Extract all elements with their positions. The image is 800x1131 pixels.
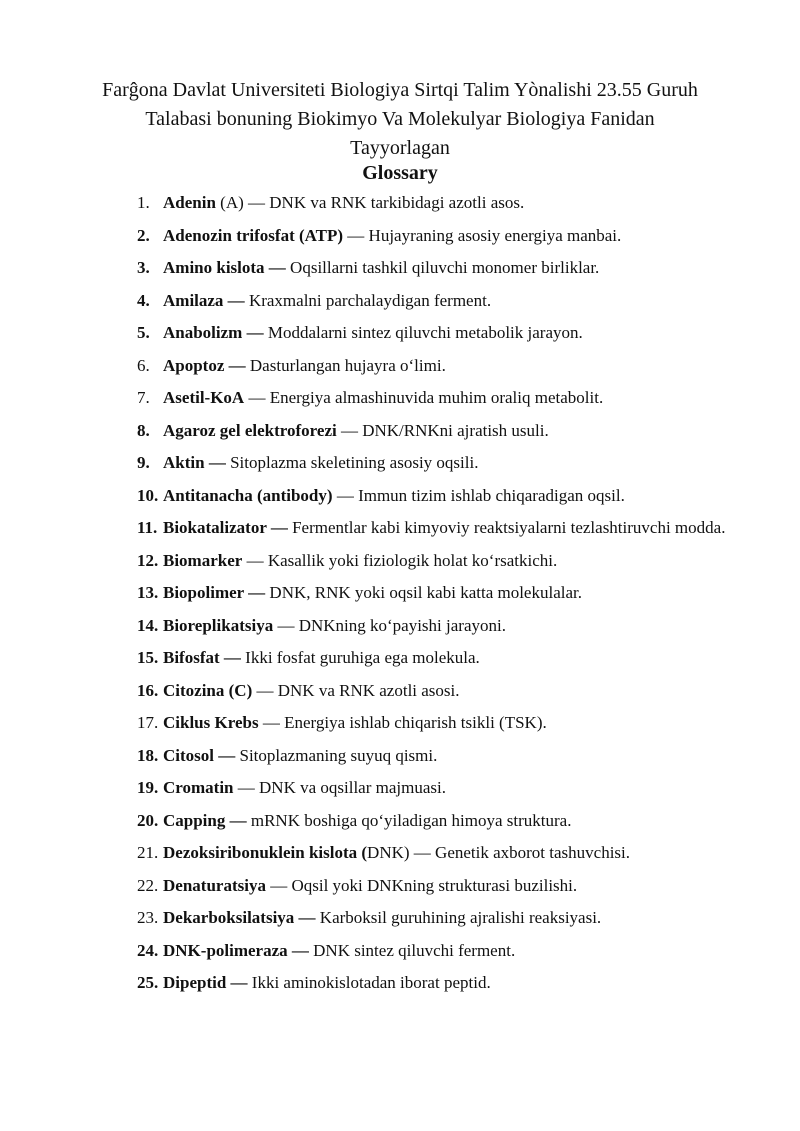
item-number: 20.	[137, 810, 159, 830]
glossary-definition: mRNK boshiga qo‘yiladigan himoya struktura.	[246, 810, 572, 830]
glossary-definition: Kraxmalni parchalaydigan ferment.	[244, 290, 492, 310]
item-number: 12.	[137, 550, 159, 570]
glossary-definition: DNK, RNK yoki oqsil kabi katta molekulalar.	[265, 583, 582, 602]
glossary-item	[0, 675, 800, 708]
item-number: 8.	[137, 420, 150, 440]
glossary-definition: Dasturlangan hujayra o‘limi.	[245, 355, 446, 375]
glossary-list	[0, 187, 800, 1000]
item-number: 9.	[137, 453, 150, 472]
glossary-item	[0, 512, 800, 545]
item-text	[163, 187, 733, 220]
glossary-item	[0, 967, 800, 1000]
glossary-term: Adenozin trifosfat (ATP)	[163, 225, 344, 245]
item-text	[163, 675, 733, 708]
glossary-term: Amilaza —	[163, 290, 245, 310]
glossary-item	[0, 902, 800, 935]
glossary-term: Denaturatsiya	[163, 875, 266, 895]
glossary-item	[0, 187, 800, 220]
glossary-definition: Ikki fosfat guruhiga ega molekula.	[240, 648, 480, 667]
glossary-definition: (A) — DNK va RNK tarkibidagi azotli asos.	[215, 193, 525, 212]
glossary-item	[0, 350, 800, 383]
glossary-term: Bifosfat —	[163, 648, 241, 667]
glossary-heading: Glossary	[362, 162, 438, 184]
item-text	[163, 610, 733, 643]
glossary-item	[0, 805, 800, 838]
glossary-term: Cromatin	[163, 778, 234, 797]
glossary-item	[0, 772, 800, 805]
glossary-definition: — Hujayraning asosiy energiya manbai.	[343, 225, 622, 245]
glossary-item	[0, 545, 800, 578]
item-number: 15.	[137, 648, 159, 667]
item-text	[163, 350, 733, 383]
glossary-term: Capping —	[163, 810, 247, 830]
item-text	[163, 285, 733, 318]
glossary-item	[0, 870, 800, 903]
glossary-term: Amino kislota —	[163, 258, 286, 277]
glossary-definition: Oqsillarni tashkil qiluvchi monomer birliklar.	[285, 258, 600, 277]
glossary-term: Biokatalizator —	[163, 518, 288, 537]
glossary-definition: Sitoplazmaning suyuq qismi.	[235, 745, 438, 765]
glossary-definition: Karboksil guruhining ajralishi reaksiyasi.	[315, 908, 602, 927]
item-text	[163, 252, 733, 285]
item-text	[163, 772, 733, 805]
glossary-term: Adenin	[163, 193, 216, 212]
glossary-item	[0, 415, 800, 448]
item-number: 23.	[137, 908, 159, 927]
item-number: 24.	[137, 940, 159, 960]
glossary-item	[0, 220, 800, 253]
glossary-item	[0, 285, 800, 318]
glossary-term: Anabolizm —	[163, 323, 264, 342]
item-text	[163, 480, 733, 513]
glossary-term: Citosol —	[163, 745, 236, 765]
item-number: 7.	[137, 388, 150, 407]
glossary-definition: Ikki aminokislotadan iborat peptid.	[247, 973, 491, 992]
item-number: 17.	[137, 713, 159, 732]
item-number: 13.	[137, 583, 159, 602]
glossary-item	[0, 837, 800, 870]
glossary-term: Apoptoz —	[163, 355, 246, 375]
glossary-item	[0, 447, 800, 480]
item-text	[163, 220, 733, 253]
item-text	[163, 902, 733, 935]
item-text	[163, 707, 733, 740]
item-text	[163, 642, 733, 675]
item-number: 3.	[137, 258, 150, 277]
item-number: 2.	[137, 225, 150, 245]
item-text	[163, 317, 733, 350]
item-text	[163, 870, 733, 903]
document-title: Farĝona Davlat Universiteti Biologiya Sirtqi Talim Yònalishi 23.55 Guruh Talabasi bonuning Biokimyo Va Molekulyar Biologiya Fanidan Tayyorlagan	[102, 79, 698, 159]
glossary-term: Dipeptid —	[163, 973, 248, 992]
item-text	[163, 545, 733, 578]
glossary-definition: Moddalarni sintez qiluvchi metabolik jarayon.	[263, 323, 583, 342]
glossary-definition: DNK) — Genetik axborot tashuvchisi.	[367, 843, 631, 862]
glossary-definition: Sitoplazma skeletining asosiy oqsili.	[225, 453, 479, 472]
glossary-term: Citozina (C)	[163, 680, 253, 700]
glossary-definition: — DNK va oqsillar majmuasi.	[233, 778, 446, 797]
item-text	[163, 837, 733, 870]
glossary-term: Antitanacha (antibody)	[163, 485, 333, 505]
item-number: 4.	[137, 290, 150, 310]
glossary-item	[0, 382, 800, 415]
item-text	[163, 415, 733, 448]
glossary-definition: — Oqsil yoki DNKning strukturasi buzilishi.	[265, 875, 578, 895]
glossary-item	[0, 317, 800, 350]
glossary-definition: DNK sintez qiluvchi ferment.	[308, 940, 516, 960]
glossary-item	[0, 610, 800, 643]
item-text	[163, 967, 733, 1000]
glossary-term: Ciklus Krebs	[163, 713, 259, 732]
item-text	[163, 935, 733, 968]
glossary-definition: — Immun tizim ishlab chiqaradigan oqsil.	[332, 485, 625, 505]
item-text	[163, 512, 733, 545]
item-text	[163, 382, 733, 415]
glossary-item	[0, 707, 800, 740]
item-number: 10.	[137, 485, 159, 505]
glossary-definition: — Energiya ishlab chiqarish tsikli (TSK).	[258, 713, 547, 732]
item-number: 5.	[137, 323, 150, 342]
glossary-item	[0, 935, 800, 968]
glossary-definition: — DNKning ko‘payishi jarayoni.	[273, 615, 506, 635]
glossary-term: DNK-polimeraza —	[163, 940, 309, 960]
item-number: 18.	[137, 745, 159, 765]
glossary-item	[0, 480, 800, 513]
glossary-term: Biomarker	[163, 550, 243, 570]
item-text	[163, 447, 733, 480]
item-number: 6.	[137, 355, 150, 375]
glossary-term: Biopolimer —	[163, 583, 266, 602]
item-text	[163, 740, 733, 773]
glossary-definition: — Kasallik yoki fiziologik holat ko‘rsatkichi.	[242, 550, 558, 570]
glossary-term: Agaroz gel elektroforezi	[163, 420, 337, 440]
item-number: 14.	[137, 615, 159, 635]
glossary-item	[0, 577, 800, 610]
item-number: 1.	[137, 193, 150, 212]
item-number: 19.	[137, 778, 159, 797]
glossary-item	[0, 252, 800, 285]
glossary-term: Dezoksiribonuklein kislota (	[163, 843, 368, 862]
glossary-term: Bioreplikatsiya	[163, 615, 274, 635]
item-text	[163, 577, 733, 610]
item-number: 11.	[137, 518, 158, 537]
glossary-item	[0, 642, 800, 675]
glossary-item	[0, 740, 800, 773]
glossary-term: Asetil-KoA	[163, 388, 245, 407]
glossary-definition: Fermentlar kabi kimyoviy reaktsiyalarni tezlashtiruvchi modda.	[287, 518, 726, 537]
glossary-definition: — DNK/RNKni ajratish usuli.	[336, 420, 549, 440]
item-number: 16.	[137, 680, 159, 700]
glossary-definition: — DNK va RNK azotli asosi.	[252, 680, 460, 700]
item-text	[163, 805, 733, 838]
glossary-term: Dekarboksilatsiya —	[163, 908, 316, 927]
item-number: 22.	[137, 875, 159, 895]
glossary-term: Aktin —	[163, 453, 226, 472]
glossary-definition: — Energiya almashinuvida muhim oraliq metabolit.	[244, 388, 604, 407]
item-number: 21.	[137, 843, 159, 862]
item-number: 25.	[137, 973, 159, 992]
